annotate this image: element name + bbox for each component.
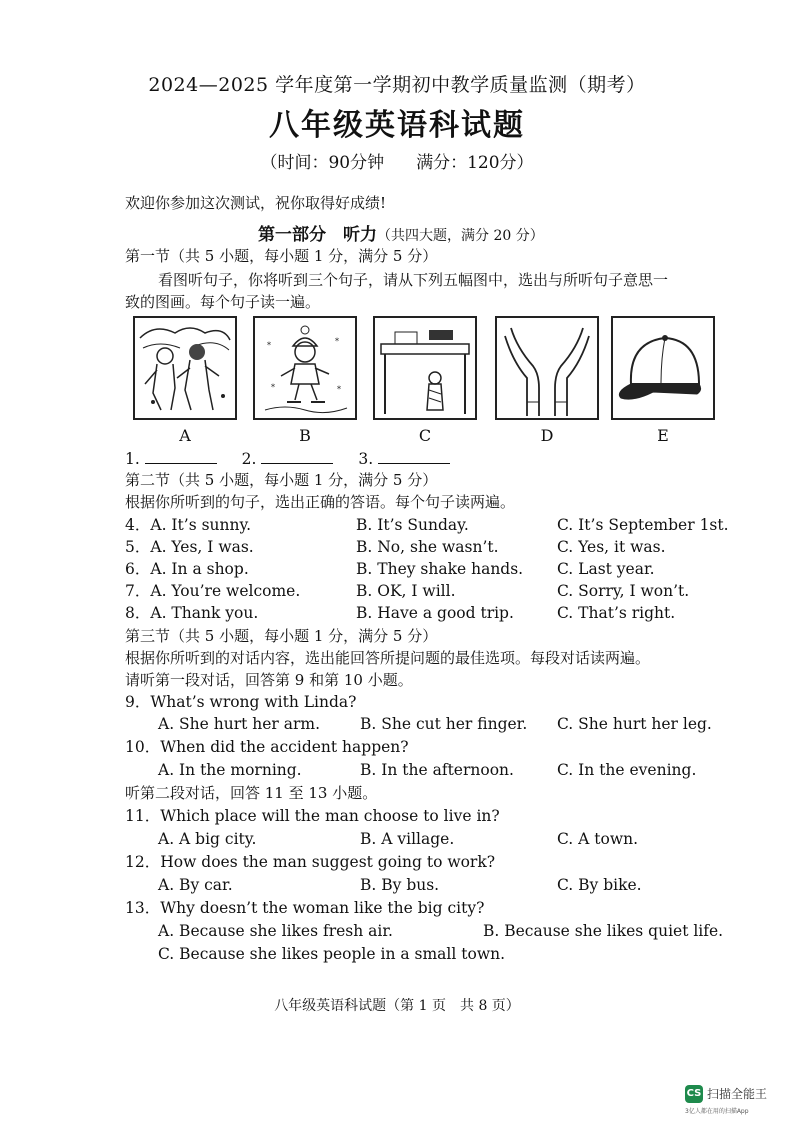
picture-c xyxy=(373,316,477,445)
picture-a xyxy=(133,316,237,445)
exam-series-title: 2024—2025 学年度第一学期初中教学质量监测（期考） xyxy=(148,74,646,96)
question-9: 9．What’s wrong with Linda? xyxy=(125,693,357,711)
option-c: C. It’s September 1st. xyxy=(557,516,729,534)
svg-text:*: * xyxy=(337,385,341,394)
question-7 xyxy=(125,581,300,601)
part1-title: 第一部分 听力 xyxy=(258,225,377,245)
section1-instruction: 看图听句子，你将听到三个句子，请从下列五幅图中，选出与所听句子意思一 xyxy=(158,271,669,289)
option-a: A. In a shop. xyxy=(150,560,249,578)
exam-score: 满分：120分） xyxy=(416,153,534,173)
question-13: 13．Why doesn’t the woman like the big city? xyxy=(125,899,485,917)
answer-blank-3[interactable] xyxy=(378,449,450,464)
student-under-desk-icon xyxy=(375,318,475,418)
section1-title: 第一节（共 5 小题，每小题 1 分，满分 5 分） xyxy=(125,247,438,265)
option-c: C. Yes, it was. xyxy=(557,538,666,556)
page-footer: 八年级英语科试题（第 1 页 共 8 页） xyxy=(274,998,520,1014)
exam-time: （时间：90分钟 xyxy=(260,153,385,173)
question-number: 7． xyxy=(125,582,151,600)
cap-icon xyxy=(613,318,713,418)
svg-text:*: * xyxy=(267,341,271,350)
option-c: C. In the evening. xyxy=(557,761,697,779)
section2-title: 第二节（共 5 小题，每小题 1 分，满分 5 分） xyxy=(125,471,438,489)
svg-text:*: * xyxy=(271,383,275,392)
picture-row xyxy=(133,316,717,445)
option-c: C. She hurt her leg. xyxy=(557,715,712,733)
question-number: 4． xyxy=(125,516,151,534)
option-b: B. They shake hands. xyxy=(356,560,524,578)
option-c: C. By bike. xyxy=(557,876,642,894)
picture-e xyxy=(611,316,715,445)
question-4 xyxy=(125,515,251,535)
question-number: 8． xyxy=(125,604,151,622)
picture-label: C xyxy=(418,426,432,445)
raised-hands-icon xyxy=(497,318,597,418)
option-a: A. Yes, I was. xyxy=(150,538,254,556)
answer-blank-1[interactable] xyxy=(145,449,217,464)
people-walking-icon xyxy=(135,318,235,418)
question-8 xyxy=(125,603,258,623)
option-a: A. She hurt her arm. xyxy=(158,715,321,733)
option-a: A. You’re welcome. xyxy=(150,582,301,600)
picture-d xyxy=(495,316,599,445)
scanner-name: 扫描全能王 xyxy=(707,1087,768,1101)
picture-label: A xyxy=(179,426,191,445)
question-11: 11．Which place will the man choose to live in? xyxy=(125,807,500,825)
option-a: A. A big city. xyxy=(158,830,257,848)
question-6 xyxy=(125,559,249,579)
blank-number: 1. xyxy=(125,450,140,468)
scanner-watermark xyxy=(685,1085,785,1119)
blank-number: 2. xyxy=(241,450,257,468)
question-10: 10．When did the accident happen? xyxy=(125,738,409,756)
answer-blank-2[interactable] xyxy=(261,449,333,464)
page-title: 八年级英语科试题 xyxy=(269,108,525,143)
picture-b xyxy=(253,316,357,445)
exam-time-score xyxy=(0,148,794,173)
option-c: C. A town. xyxy=(557,830,639,848)
section3-instruction: 根据你所听到的对话内容，选出能回答所提问题的最佳选项。每段对话读两遍。 xyxy=(125,649,651,667)
option-b: B. It’s Sunday. xyxy=(356,516,469,534)
picture-label: B xyxy=(299,426,311,445)
option-a: A. By car. xyxy=(158,876,233,894)
option-a: A. It’s sunny. xyxy=(150,516,252,534)
option-c: C. Sorry, I won’t. xyxy=(557,582,690,600)
option-b: B. She cut her finger. xyxy=(360,715,528,733)
question-number: 5． xyxy=(125,538,151,556)
option-b: B. Because she likes quiet life. xyxy=(483,922,724,940)
question-number: 6． xyxy=(125,560,151,578)
option-b: B. No, she wasn’t. xyxy=(356,538,499,556)
section3-title: 第三节（共 5 小题，每小题 1 分，满分 5 分） xyxy=(125,627,438,645)
option-a: A. Thank you. xyxy=(150,604,259,622)
option-b: B. OK, I will. xyxy=(356,582,456,600)
blank-number: 3. xyxy=(358,450,374,468)
child-skating-icon xyxy=(255,318,355,418)
option-b: B. A village. xyxy=(360,830,455,848)
scanner-logo-icon: CS xyxy=(685,1085,703,1103)
section1-instruction-cont: 致的图画。每个句子读一遍。 xyxy=(125,293,321,311)
option-b: B. By bus. xyxy=(360,876,440,894)
welcome-text: 欢迎你参加这次测试，祝你取得好成绩! xyxy=(125,194,387,212)
section2-instruction: 根据你所听到的句子，选出正确的答语。每个句子读两遍。 xyxy=(125,493,516,511)
answer-blanks xyxy=(125,449,450,469)
option-b: B. In the afternoon. xyxy=(360,761,514,779)
option-c: C. Because she likes people in a small town. xyxy=(158,945,505,963)
scanner-slogan: 3亿人都在用的扫描App xyxy=(685,1108,749,1115)
question-12: 12．How does the man suggest going to work? xyxy=(125,853,496,871)
question-5 xyxy=(125,537,254,557)
picture-label: E xyxy=(657,426,669,445)
option-a: A. Because she likes fresh air. xyxy=(158,922,393,940)
part1-note: （共四大题，满分 20 分） xyxy=(377,228,544,244)
option-c: C. Last year. xyxy=(557,560,655,578)
dialog2-instruction: 听第二段对话，回答 11 至 13 小题。 xyxy=(125,784,378,802)
picture-label: D xyxy=(540,426,554,445)
svg-text:*: * xyxy=(335,337,339,346)
option-b: B. Have a good trip. xyxy=(356,604,514,622)
option-a: A. In the morning. xyxy=(158,761,302,779)
option-c: C. That’s right. xyxy=(557,604,676,622)
part1-heading xyxy=(258,220,544,245)
dialog1-instruction: 请听第一段对话，回答第 9 和第 10 小题。 xyxy=(125,671,413,689)
